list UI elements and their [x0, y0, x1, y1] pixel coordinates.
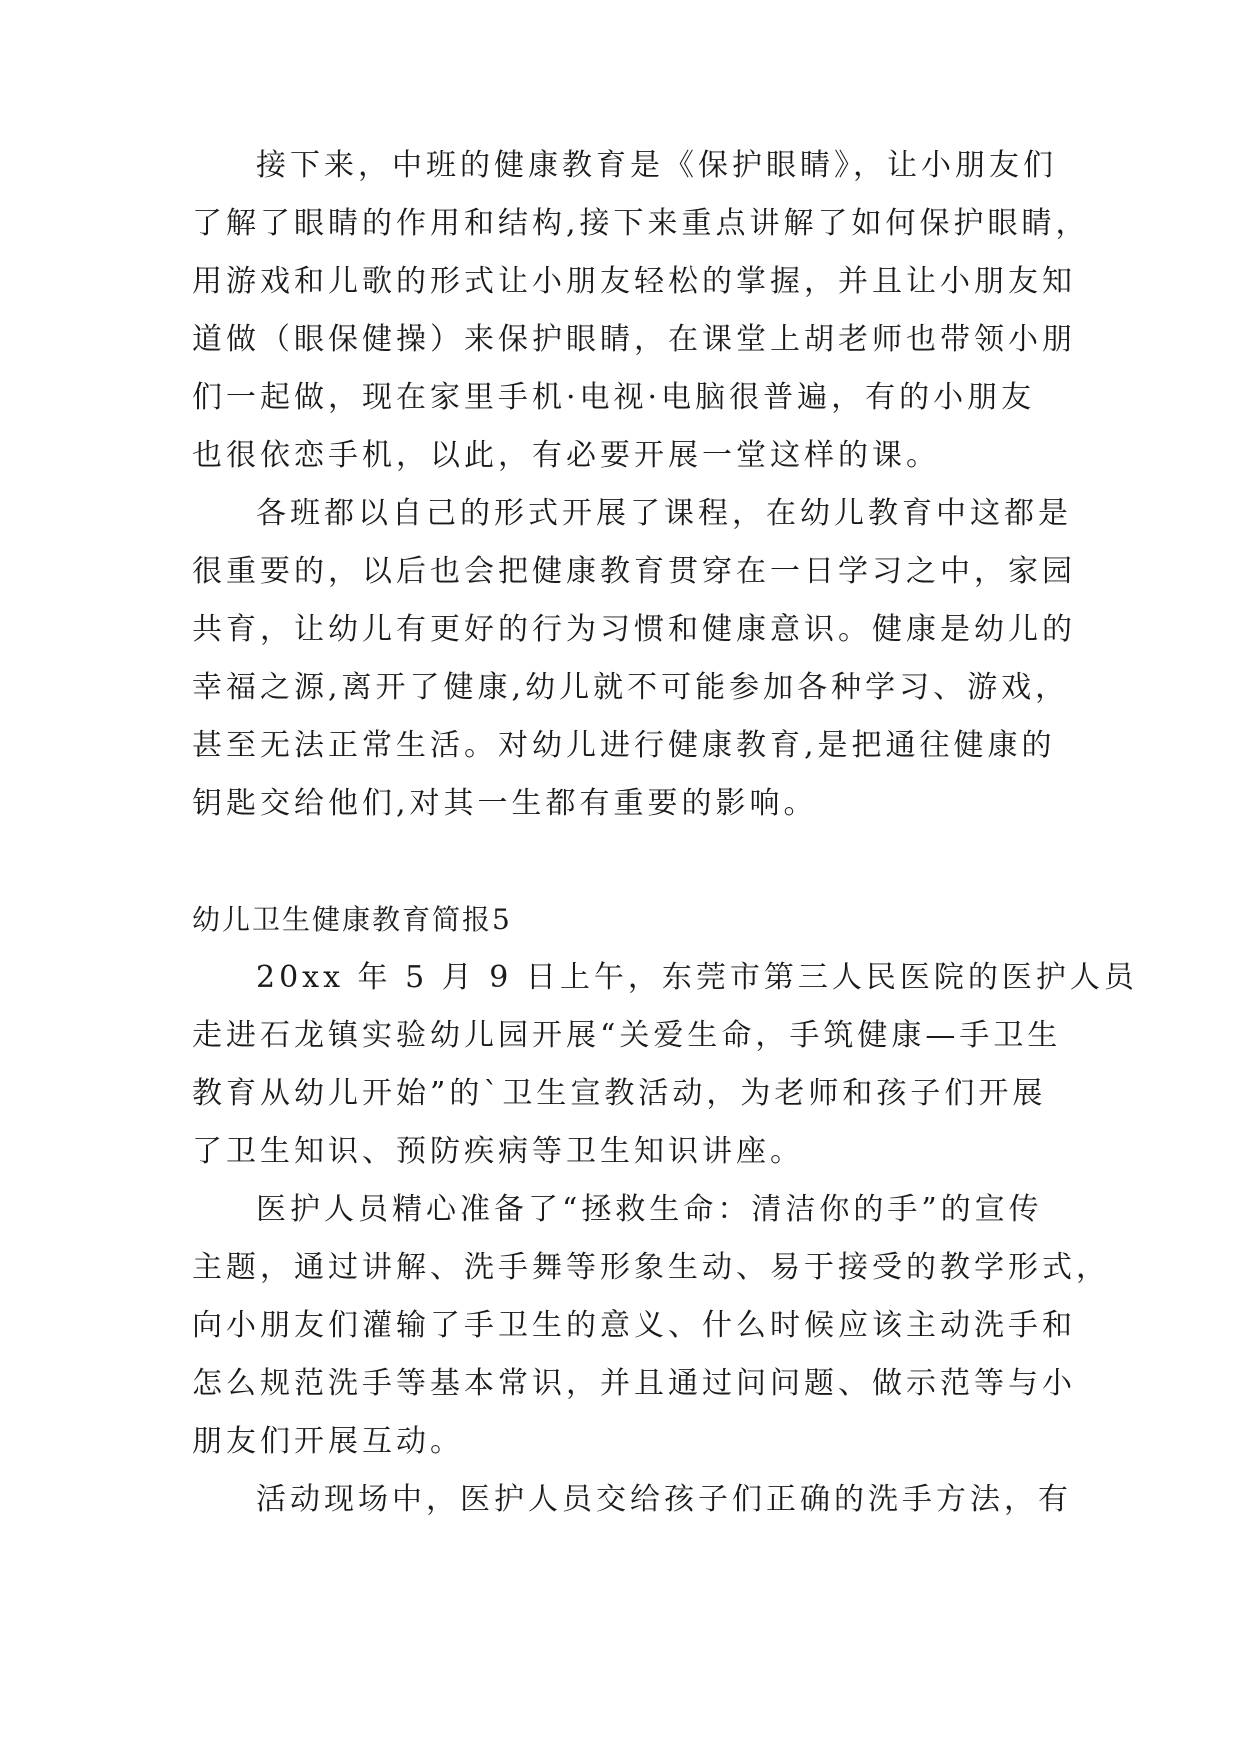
paragraph-line: 很重要的，以后也会把健康教育贯穿在一日学习之中，家园: [192, 554, 1076, 589]
paragraph-line: 各班都以自己的形式开展了课程，在幼儿教育中这都是: [256, 496, 1072, 531]
paragraph-line: 主题，通过讲解、洗手舞等形象生动、易于接受的教学形式，: [192, 1250, 1110, 1285]
paragraph-line: 道做（眼保健操）来保护眼睛，在课堂上胡老师也带领小朋: [192, 322, 1076, 357]
paragraph-line: 20xx 年 5 月 9 日上午，东莞市第三人民医院的医护人员: [256, 960, 1138, 995]
paragraph-line: 甚至无法正常生活。对幼儿进行健康教育,是把通往健康的: [192, 728, 1056, 763]
paragraph-line: 们一起做，现在家里手机·电视·电脑很普遍，有的小朋友: [192, 380, 1036, 415]
paragraph-line: 了卫生知识、预防疾病等卫生知识讲座。: [192, 1134, 804, 1169]
paragraph-line: 朋友们开展互动。: [192, 1424, 464, 1459]
paragraph-line: 接下来，中班的健康教育是《保护眼睛》，让小朋友们: [256, 148, 1057, 183]
paragraph-line: 也很依恋手机，以此，有必要开展一堂这样的课。: [192, 438, 940, 473]
section-heading: 幼儿卫生健康教育简报5: [192, 903, 512, 936]
paragraph-line: 幸福之源,离开了健康,幼儿就不可能参加各种学习、游戏，: [192, 670, 1070, 705]
paragraph-line: 向小朋友们灌输了手卫生的意义、什么时候应该主动洗手和: [192, 1308, 1076, 1343]
paragraph-line: 活动现场中，医护人员交给孩子们正确的洗手方法，有: [256, 1482, 1072, 1517]
paragraph-line: 教育从幼儿开始”的`卫生宣教活动，为老师和孩子们开展: [192, 1076, 1047, 1111]
paragraph-line: 医护人员精心准备了“拯救生命：清洁你的手”的宣传: [256, 1192, 1043, 1227]
paragraph-line: 用游戏和儿歌的形式让小朋友轻松的掌握，并且让小朋友知: [192, 264, 1076, 299]
paragraph-line: 共育，让幼儿有更好的行为习惯和健康意识。健康是幼儿的: [192, 612, 1076, 647]
paragraph-line: 钥匙交给他们,对其一生都有重要的影响。: [192, 786, 818, 821]
paragraph-line: 了解了眼睛的作用和结构,接下来重点讲解了如何保护眼睛，: [192, 206, 1090, 241]
paragraph-line: 怎么规范洗手等基本常识，并且通过问问题、做示范等与小: [192, 1366, 1076, 1401]
paragraph-line: 走进石龙镇实验幼儿园开展“关爱生命，手筑健康—手卫生: [192, 1018, 1062, 1053]
